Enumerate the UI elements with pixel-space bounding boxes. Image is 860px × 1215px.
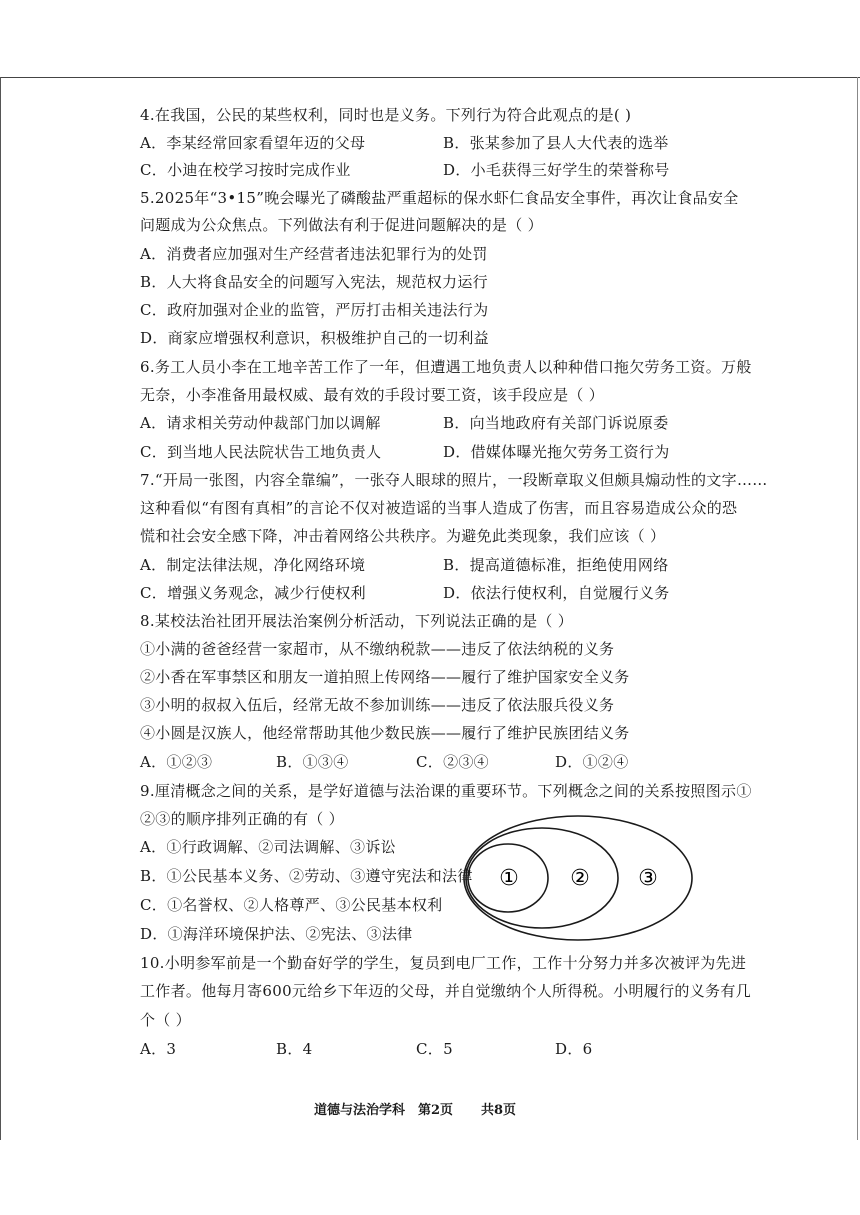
page-left-border <box>0 77 1 1140</box>
q8-statement-2: ②小香在军事禁区和朋友一道拍照上传网络——履行了维护国家安全义务 <box>140 668 630 686</box>
q8-option-c: C．②③④ <box>416 753 489 771</box>
q10-stem-line2: 工作者。他每月寄600元给乡下年迈的父母，并自觉缴纳个人所得税。小明履行的义务有几 <box>140 982 751 1000</box>
q8-option-b: B．①③④ <box>276 753 349 771</box>
q4-option-c: C．小迪在校学习按时完成作业 <box>140 161 351 179</box>
q10-option-c: C．5 <box>416 1040 453 1058</box>
q9-option-a: A．①行政调解、②司法调解、③诉讼 <box>140 838 396 856</box>
q7-option-a: A．制定法律法规，净化网络环境 <box>140 556 366 574</box>
q8-statement-3: ③小明的叔叔入伍后，经常无故不参加训练——违反了依法服兵役义务 <box>140 696 615 714</box>
q10-stem-line3: 个（ ） <box>140 1011 191 1029</box>
q7-option-c: C．增强义务观念，减少行使权利 <box>140 584 366 602</box>
q5-stem-line2: 问题成为公众焦点。下列做法有利于促进问题解决的是（ ） <box>140 216 543 234</box>
q10-option-a: A．3 <box>140 1040 177 1058</box>
q4-stem: 4.在我国，公民的某些权利，同时也是义务。下列行为符合此观点的是( ) <box>140 106 632 124</box>
q9-option-d: D．①海洋环境保护法、②宪法、③法律 <box>140 925 413 943</box>
nested-circles-diagram <box>460 812 696 944</box>
q10-option-b: B．4 <box>276 1040 313 1058</box>
q10-stem-line1: 10.小明参军前是一个勤奋好学的学生，复员到电厂工作，工作十分努力并多次被评为先进 <box>140 954 747 972</box>
q6-stem-line1: 6.务工人员小李在工地辛苦工作了一年，但遭遇工地负责人以种种借口拖欠劳务工资。万般 <box>140 358 752 376</box>
q8-option-a: A．①②③ <box>140 753 213 771</box>
q5-option-d: D．商家应增强权利意识，积极维护自己的一切利益 <box>140 329 489 347</box>
q8-statement-4: ④小圆是汉族人，他经常帮助其他少数民族——履行了维护民族团结义务 <box>140 724 630 742</box>
q6-stem-line2: 无奈，小李准备用最权威、最有效的手段讨要工资，该手段应是（ ） <box>140 386 605 404</box>
q9-option-b: B．①公民基本义务、②劳动、③遵守宪法和法律 <box>140 867 473 885</box>
page-right-border <box>857 77 858 1140</box>
q7-option-b: B．提高道德标准，拒绝使用网络 <box>443 556 669 574</box>
q7-stem-line3: 慌和社会安全感下降，冲击着网络公共秩序。为避免此类现象，我们应该（ ） <box>140 527 666 545</box>
q10-option-d: D．6 <box>555 1040 593 1058</box>
q5-option-a: A．消费者应加强对生产经营者违法犯罪行为的处罚 <box>140 245 488 263</box>
q8-option-d: D．①②④ <box>555 753 629 771</box>
q9-stem-line1: 9.厘清概念之间的关系，是学好道德与法治课的重要环节。下列概念之间的关系按照图示① <box>140 782 752 800</box>
q6-option-d: D．借媒体曝光拖欠劳务工资行为 <box>443 443 670 461</box>
q4-option-a: A．李某经常回家看望年迈的父母 <box>140 134 366 152</box>
footer-subject: 道德与法治学科 <box>314 1103 406 1118</box>
q4-option-b: B．张某参加了县人大代表的选举 <box>443 134 669 152</box>
circle-label-1: ① <box>499 866 519 891</box>
page-top-border <box>0 77 860 78</box>
q5-option-b: B．人大将食品安全的问题写入宪法，规范权力运行 <box>140 273 488 291</box>
q7-stem-line2: 这种看似“有图有真相”的言论不仅对被造谣的当事人造成了伤害，而且容易造成公众的恐 <box>140 499 738 517</box>
q5-stem-line1: 5.2025年“3•15”晚会曝光了磷酸盐严重超标的保水虾仁食品安全事件，再次让食品安全 <box>140 189 739 207</box>
q6-option-c: C．到当地人民法院状告工地负责人 <box>140 443 382 461</box>
footer-page-number: 第2页 <box>418 1103 454 1118</box>
middle-ellipse-2 <box>466 828 618 928</box>
q8-stem: 8.某校法治社团开展法治案例分析活动，下列说法正确的是（ ） <box>140 612 574 630</box>
q6-option-b: B．向当地政府有关部门诉说原委 <box>443 414 669 432</box>
q7-option-d: D．依法行使权利，自觉履行义务 <box>443 584 670 602</box>
q9-option-c: C．①名誉权、②人格尊严、③公民基本权利 <box>140 896 443 914</box>
q5-option-c: C．政府加强对企业的监管，严厉打击相关违法行为 <box>140 301 489 319</box>
q6-option-a: A．请求相关劳动仲裁部门加以调解 <box>140 414 381 432</box>
q4-option-d: D．小毛获得三好学生的荣誉称号 <box>443 161 670 179</box>
footer-total-pages: 共8页 <box>481 1103 517 1118</box>
q7-stem-line1: 7.“开局一张图，内容全靠编”，一张夺人眼球的照片，一段断章取义但颇具煽动性的文字…… <box>140 471 768 489</box>
circle-label-2: ② <box>570 866 590 891</box>
q9-stem-line2: ②③的顺序排列正确的有（ ） <box>140 810 344 828</box>
circle-label-3: ③ <box>638 866 658 891</box>
q8-statement-1: ①小满的爸爸经营一家超市，从不缴纳税款——违反了依法纳税的义务 <box>140 640 615 658</box>
